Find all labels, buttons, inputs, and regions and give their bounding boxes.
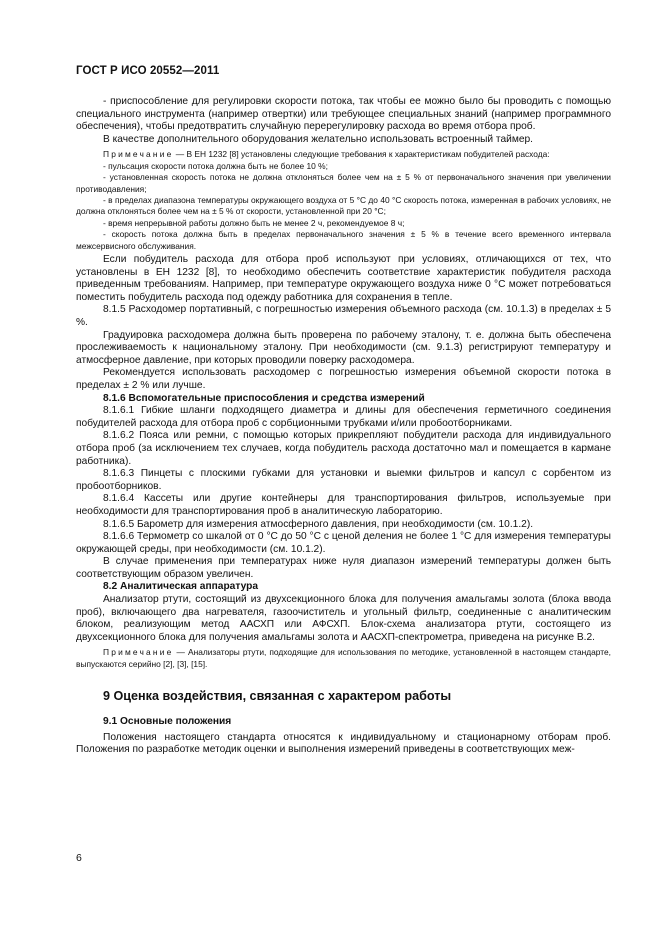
subsection-heading: 9.1 Основные положения (103, 716, 232, 728)
body-paragraph: - приспособление для регулировки скорости потока, так чтобы ее можно было бы проводить с помощью специального инструмента (например отвертки) или требующее специальных знаний (например программного обеспечения), чтобы предотвратить случайную перерегулировку расхода во время отбора проб. (76, 96, 611, 133)
page-header: ГОСТ Р ИСО 20552—2011 (76, 65, 220, 77)
body-paragraph: Рекомендуется использовать расходомер с погрешностью измерения объемной скорости потока в пределах ± 2 % или лучше. (76, 367, 611, 391)
note-list-item: - скорость потока должна быть в пределах первоначального значения ± 5 % в течение всего временного интервала межсервисного обслуживания. (76, 229, 611, 251)
section-heading: 9 Оценка воздействия, связанная с характером работы (103, 689, 452, 704)
body-paragraph: Положения настоящего стандарта относятся к индивидуальному и стационарному отборам проб. Положения по разработке методик оценки и выполнения измерений приведены в соответствующих меж- (76, 731, 611, 756)
body-paragraph: 8.1.5 Расходомер портативный, с погрешностью измерения объемного расхода (см. 10.1.3) в пределах ± 5 %. (76, 304, 611, 328)
note-label: Примечание (103, 647, 174, 658)
clause-heading: 8.2 Аналитическая аппаратура (103, 581, 258, 593)
note-list-item: - пульсация скорости потока должна быть не более 10 %; (103, 160, 328, 171)
body-paragraph: 8.1.6.5 Барометр для измерения атмосферного давления, при необходимости (см. 10.1.2). (103, 518, 534, 530)
note-list-item: - в пределах диапазона температуры окружающего воздуха от 5 °С до 40 °С скорость потока, измеренная в рабочих условиях, не должна отклоняться более чем на ± 5 % от скорости, установленной при 20 °С; (76, 195, 611, 217)
note-label: Примечание (103, 149, 174, 160)
body-paragraph: 8.1.6.1 Гибкие шланги подходящего диаметра и длины для обеспечения герметичного соединения побудителей расхода для отбора проб с сорбционными трубками и/или пробоотборниками. (76, 405, 611, 429)
body-paragraph: Если побудитель расхода для отбора проб используют при условиях, отличающихся от тех, что установлены в ЕН 1232 [8], то необходимо обеспечить соответствие характеристик побудителя расхода приведенным требованиям. Например, при температуре окружающего воздуха ниже 0 °С может потребоваться поместить побудитель расхода под одежду работника для сохранения в тепле. (76, 254, 611, 303)
note-paragraph (76, 647, 611, 670)
body-paragraph: В качестве дополнительного оборудования желательно использовать встроенный таймер. (103, 133, 533, 145)
body-paragraph: 8.1.6.6 Термометр со шкалой от 0 °С до 50 °С с ценой деления не более 1 °С для измерения температуры окружающей среды, при необходимости (см. 10.1.2). (76, 531, 611, 555)
body-paragraph: Градуировка расходомера должна быть проверена по рабочему эталону, т. е. должна быть обеспечена прослеживаемость к национальному эталону. При необходимости (см. 9.1.3) регистрируют температуру и атмосферное давление, при которых проводили поверку расходомера. (76, 329, 611, 366)
body-paragraph: В случае применения при температурах ниже нуля диапазон измерений температуры должен быть соответствующим образом увеличен. (76, 556, 611, 580)
note-text: — Анализаторы ртути, подходящие для использования по методике, установленной в настоящем стандарте, выпускаются серийно [2], [3], [15]. (76, 647, 611, 669)
note-text: — В ЕН 1232 [8] установлены следующие требования к характеристикам побудителей расхода: (173, 149, 550, 160)
note-paragraph (76, 149, 611, 160)
body-paragraph: 8.1.6.3 Пинцеты с плоскими губками для установки и выемки фильтров и капсул с сорбентом из пробоотборников. (76, 468, 611, 492)
page-number: 6 (76, 852, 82, 864)
note-list-item: - установленная скорость потока не должна отклоняться более чем на ± 5 % от первоначального значения при увеличении противодавления; (76, 172, 611, 194)
body-paragraph: 8.1.6.2 Пояса или ремни, с помощью которых прикрепляют побудители расхода для индивидуального отбора проб (за исключением тех случаев, когда побудитель расхода достаточно мал и помещается в кармане работника). (76, 430, 611, 467)
body-paragraph: 8.1.6.4 Кассеты или другие контейнеры для транспортирования фильтров, используемые при необходимости для транспортирования проб в аналитическую лабораторию. (76, 493, 611, 517)
clause-heading: 8.1.6 Вспомогательные приспособления и средства измерений (103, 392, 425, 404)
note-list-item: - время непрерывной работы должно быть не менее 2 ч, рекомендуемое 8 ч; (103, 217, 405, 228)
page-body (76, 96, 611, 757)
body-paragraph: Анализатор ртути, состоящий из двухсекционного блока для получения амальгамы золота (блока ввода проб), включающего два нагревателя, газоочиститель и угольный фильтр, соединенные с аналитическим блоком, реализующим метод ААСХП или АФСХП. Блок-схема анализатора ртути, состоящего из двухсекционного блока для получения амальгамы золота и ААСХП-спектрометра, приведена на рисунке В.2. (76, 594, 611, 643)
